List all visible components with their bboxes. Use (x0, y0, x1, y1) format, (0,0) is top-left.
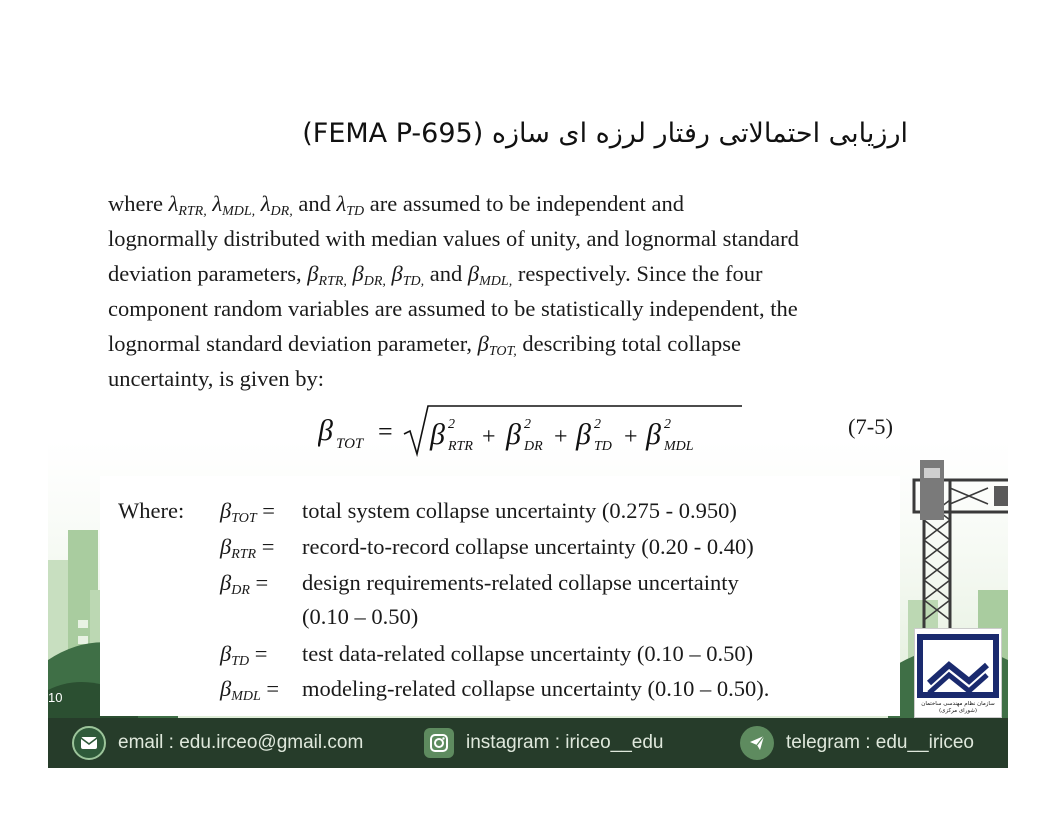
symbol-subscript: DR, (363, 274, 386, 289)
eq-term-symbol: β (646, 418, 661, 451)
math-symbol (168, 191, 207, 219)
footer-contact-bar (48, 718, 1008, 768)
symbol-char: λ (260, 191, 271, 216)
math-symbol (352, 261, 386, 289)
body-paragraph (108, 186, 908, 396)
eq-term-subscript: MDL (664, 439, 694, 454)
definition-text: design requirements-related collapse uncertainty (302, 570, 739, 595)
eq-term-superscript: 2 (524, 417, 531, 432)
paragraph-line (108, 326, 908, 361)
symbol-subscript: TOT, (488, 344, 517, 359)
footer-telegram[interactable] (740, 718, 974, 768)
symbol-char: β (391, 261, 403, 286)
symbol-char: β (220, 676, 232, 701)
symbol-char: β (220, 570, 232, 595)
paragraph-line: component random variables are assumed to be statistically independent, the (108, 296, 798, 321)
where-label: Where: (118, 498, 185, 523)
page-number: 10 (48, 690, 63, 705)
telegram-icon (740, 726, 774, 760)
eq-plus-sign: + (624, 424, 638, 450)
eq-term-superscript: 2 (594, 417, 601, 432)
text-run: deviation parameters, (108, 261, 302, 286)
symbol-subscript: MDL, (479, 274, 513, 289)
symbol-char: λ (212, 191, 223, 216)
definition-text: record-to-record collapse uncertainty (0.20 - 0.40) (302, 534, 754, 559)
eq-term-symbol: β (430, 418, 445, 451)
text-run: lognormal standard deviation parameter, (108, 331, 472, 356)
symbol-subscript: DR, (270, 204, 293, 219)
footer-email-text: email : edu.irceo@gmail.com (118, 732, 364, 753)
definition-text: (0.10 – 0.50) (302, 604, 419, 629)
text-run: respectively. Since the four (517, 261, 763, 286)
eq-term-symbol: β (576, 418, 591, 451)
footer-telegram-text: telegram : edu__iriceo (786, 732, 974, 753)
math-symbol (220, 676, 300, 702)
text-run: where (108, 191, 163, 216)
symbol-char: β (307, 261, 319, 286)
symbol-char: β (467, 261, 480, 286)
definition-text: total system collapse uncertainty (0.275 - 0.950) (302, 498, 737, 523)
eq-lhs-subscript: TOT (336, 436, 364, 452)
paragraph-line (108, 256, 908, 291)
math-symbol (467, 261, 513, 289)
eq-plus-sign: + (554, 424, 568, 450)
symbol-char: β (220, 641, 232, 666)
equation-7-5 (318, 404, 918, 464)
math-symbol (220, 641, 300, 667)
eq-term-superscript: 2 (664, 417, 671, 432)
math-symbol (260, 191, 293, 219)
logo-text-line1: سازمان نظام مهندسی ساختمان (921, 701, 995, 707)
symbol-subscript: RTR, (318, 274, 347, 289)
paragraph-line: uncertainty, is given by: (108, 366, 324, 391)
eq-term-superscript: 2 (448, 417, 455, 432)
definition-text: test data-related collapse uncertainty (0.10 – 0.50) (302, 641, 754, 666)
paragraph-line (108, 186, 908, 221)
symbol-subscript: RTR, (178, 204, 207, 219)
math-symbol (220, 534, 300, 560)
math-symbol (477, 331, 517, 359)
symbol-char: β (352, 261, 364, 286)
eq-lhs-symbol: β (318, 414, 333, 447)
symbol-subscript: TOT (231, 511, 257, 526)
footer-email[interactable] (72, 718, 363, 768)
footer-instagram-text: instagram : iriceo__edu (466, 732, 664, 753)
logo-text-line2: (شورای مرکزی) (939, 708, 977, 714)
math-symbol (212, 191, 256, 219)
eq-plus-sign: + (482, 424, 496, 450)
footer-instagram[interactable] (424, 718, 664, 768)
math-symbol (220, 498, 300, 524)
paragraph-line: lognormally distributed with median values of unity, and lognormal standard (108, 226, 799, 251)
slide (48, 0, 1008, 816)
equals-sign: = (256, 498, 275, 523)
eq-term-subscript: RTR (448, 439, 473, 454)
text-run: and (298, 191, 331, 216)
definition-text: modeling-related collapse uncertainty (0.10 – 0.50). (302, 676, 770, 701)
math-symbol (336, 191, 365, 219)
eq-terms (429, 417, 694, 454)
symbol-subscript: DR (231, 583, 250, 598)
eq-term-subscript: TD (594, 439, 612, 454)
symbol-subscript: MDL, (222, 204, 256, 219)
equation-number: (7-5) (848, 414, 893, 439)
math-symbol (220, 570, 300, 596)
eq-equals: = (378, 417, 393, 446)
symbol-char: β (477, 331, 489, 356)
math-symbol (391, 261, 425, 289)
symbol-subscript: TD (231, 654, 250, 669)
symbol-char: β (220, 498, 232, 523)
symbol-subscript: TD (346, 204, 365, 219)
equals-sign: = (256, 534, 275, 559)
eq-term-symbol: β (506, 418, 521, 451)
eq-term-subscript: DR (524, 439, 543, 454)
math-symbol (307, 261, 347, 289)
symbol-char: λ (336, 191, 347, 216)
symbol-subscript: RTR (231, 547, 257, 562)
equals-sign: = (249, 570, 269, 595)
equals-sign: = (249, 641, 268, 666)
symbol-char: λ (168, 191, 179, 216)
slide-title: ارزیابی احتمالاتی رفتار لرزه ای سازه (FEMA P-695) (302, 118, 908, 149)
mail-icon (72, 726, 106, 760)
equals-sign: = (260, 676, 280, 701)
symbol-subscript: TD, (402, 274, 425, 289)
text-run: describing total collapse (522, 331, 742, 356)
logo-emblem-icon (915, 629, 1001, 717)
text-run: are assumed to be independent and (369, 191, 685, 216)
text-run: and (429, 261, 463, 286)
instagram-icon (424, 728, 454, 758)
symbol-char: β (220, 534, 232, 559)
organization-logo (914, 628, 1002, 718)
symbol-subscript: MDL (231, 689, 261, 704)
